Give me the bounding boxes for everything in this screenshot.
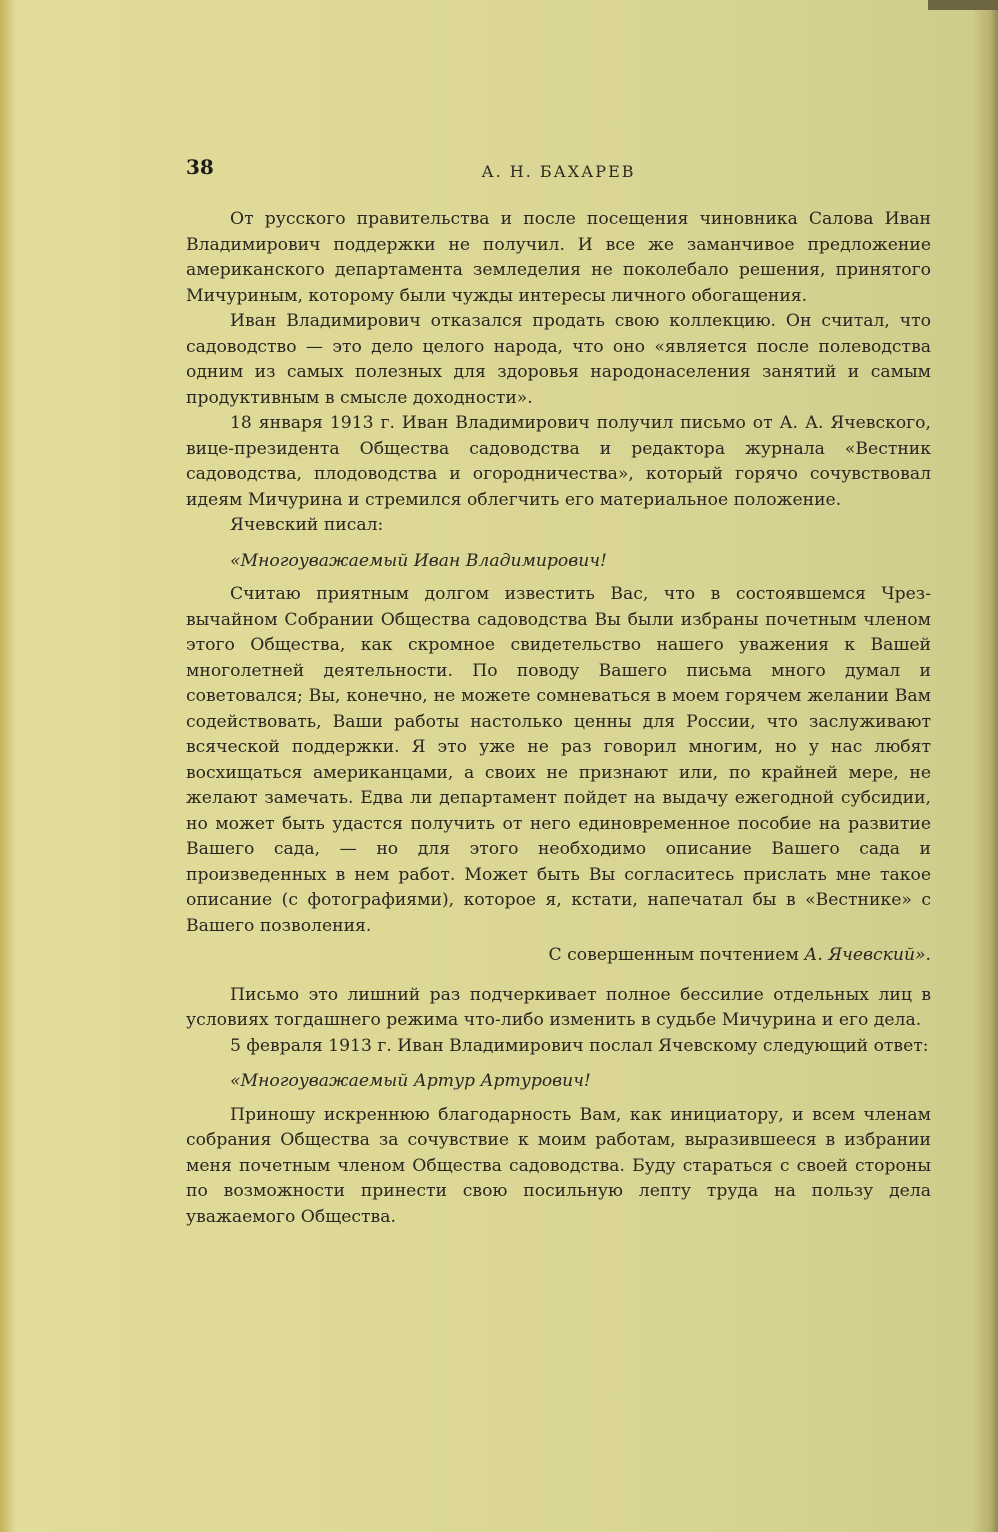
paragraph: Письмо это лишний раз подчеркивает полное бессилие отдельных лиц в условиях тогдашнего режима что-либо изменить в судьбе Мичурина и его дела.: [186, 984, 931, 1030]
letter-salutation: «Многоуважаемый Иван Владимирович!: [230, 550, 607, 571]
page-left-edge: [0, 0, 16, 1532]
letter-body: Приношу искреннюю благодарность Вам, как инициатору, и всем членам собрания Общества за сочувствие к моим работам, выразившееся в избрании меня почетным членом Общества садоводства. Буду стараться с своей стороны по возможности принести свою посильную лепту труда на пользу дела уважаемого Общества.: [186, 1104, 931, 1227]
page-number: 38: [186, 155, 214, 179]
paragraph: Ячевский писал:: [230, 515, 384, 535]
paragraph: 5 февраля 1913 г. Иван Владимирович послал Ячевскому следующий ответ:: [230, 1035, 929, 1056]
signature-name: А. Ячевский».: [804, 945, 931, 965]
letter-body: Считаю приятным долгом известить Вас, что в состоявшемся Чрезвычайном Собрании Общества садоводства Вы были избраны почетным членом этого Общества, как скромное свидетельство нашего уважения к Вашей многолетней деятельности. По поводу Вашего письма много думал и советовался; Вы, конечно, не можете сомневаться в моем горячем желании Вам содействовать, Ваши работы настолько ценны для России, что заслуживают всяческой поддержки. Я это уже не раз говорил многим, но у нас любят восхищаться американцами, а своих не признают или, по крайней мере, не желают замечать. Едва ли департамент пойдет на выдачу ежегодной субсидии, но может быть удастся получить от него единовременное пособие на развитие Вашего сада, — но для этого необходимо описание Вашего сада и произведенных в нем работ. Может быть Вы согласитесь прислать мне такое описание (с фотографиями), которое я, кстати, напечатал бы в «Вестнике» с Вашего позволения.: [186, 584, 931, 936]
letter-signature-line: [186, 943, 931, 969]
page-right-edge: [972, 0, 998, 1532]
running-header: [186, 155, 931, 183]
paragraph: 18 января 1913 г. Иван Владимирович получил письмо от А. А. Ячевского, вице-президента Общества садоводства и редактора журнала «Вестник садоводства, плодоводства и огородничества», который горячо сочувствовал идеям Мичурина и стремился облегчить его материальное положение.: [186, 413, 931, 510]
running-title: А. Н. БАХАРЕВ: [481, 162, 636, 181]
signoff-text: С совершенным почтением: [548, 945, 805, 965]
paragraph: Иван Владимирович отказался продать свою коллекцию. Он считал, что садоводство — это дело целого народа, что оно «является после полеводства одним из самых полезных для здоровья народонаселения занятий и самым продуктивным в смысле доходности».: [186, 311, 931, 408]
page-corner-shadow: [928, 0, 998, 10]
letter-salutation: «Многоуважаемый Артур Артурович!: [230, 1071, 591, 1091]
body-text: [186, 207, 931, 1230]
paragraph: От русского правительства и после посещения чиновника Салова Иван Владимирович поддержки не получил. И все же заманчивое предложение американского департамента земледелия не поколебало решения, принятого Мичуриным, которому были чужды интересы личного обогащения.: [186, 209, 931, 306]
